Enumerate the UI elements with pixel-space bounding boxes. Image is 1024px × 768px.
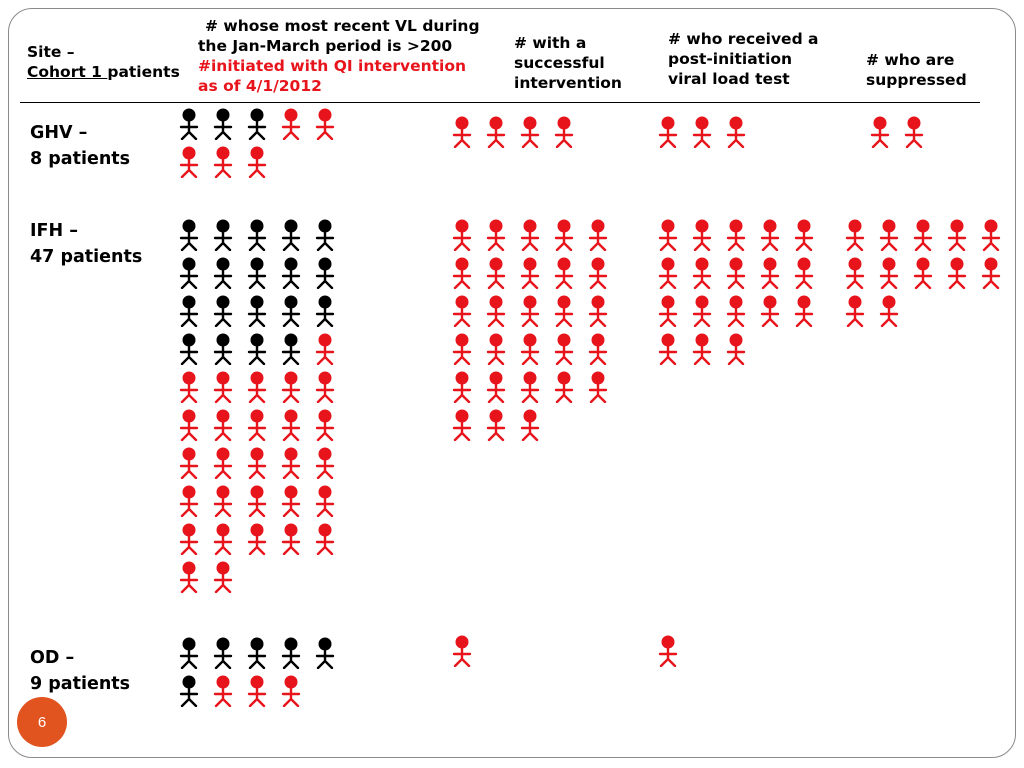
patient-intervened-icon: [451, 219, 473, 251]
patient-intervened-icon: [553, 371, 575, 403]
patient-intervened-icon: [451, 333, 473, 365]
patient-intervened-icon: [451, 295, 473, 327]
header-post-initiation-vl: [668, 29, 819, 89]
patient-intervened-icon: [246, 675, 268, 707]
patient-not-intervened-icon: [178, 219, 200, 251]
patient-intervened-icon: [519, 116, 541, 148]
patient-intervened-icon: [485, 257, 507, 289]
patient-intervened-icon: [485, 333, 507, 365]
header-high-vl-line2: the Jan-March period is >200: [198, 37, 453, 55]
patient-not-intervened-icon: [280, 333, 302, 365]
patient-intervened-icon: [280, 409, 302, 441]
site-patient-count: 47 patients: [30, 247, 143, 267]
patient-not-intervened-icon: [178, 333, 200, 365]
patient-intervened-icon: [844, 219, 866, 251]
patient-not-intervened-icon: [212, 333, 234, 365]
patient-intervened-icon: [485, 371, 507, 403]
patient-intervened-icon: [519, 295, 541, 327]
patient-not-intervened-icon: [178, 257, 200, 289]
patient-intervened-icon: [178, 561, 200, 593]
patient-intervened-icon: [314, 485, 336, 517]
patient-intervened-icon: [878, 295, 900, 327]
patient-intervened-icon: [869, 116, 891, 148]
patient-not-intervened-icon: [212, 257, 234, 289]
patient-not-intervened-icon: [246, 257, 268, 289]
patient-not-intervened-icon: [314, 637, 336, 669]
patient-intervened-icon: [485, 219, 507, 251]
patient-intervened-icon: [178, 523, 200, 555]
patient-intervened-icon: [587, 257, 609, 289]
slide-frame: [8, 8, 1016, 758]
patient-intervened-icon: [246, 409, 268, 441]
patient-intervened-icon: [246, 146, 268, 178]
patient-intervened-icon: [759, 219, 781, 251]
patient-not-intervened-icon: [212, 637, 234, 669]
patient-not-intervened-icon: [246, 219, 268, 251]
patient-intervened-icon: [587, 295, 609, 327]
patient-not-intervened-icon: [246, 333, 268, 365]
patient-intervened-icon: [691, 219, 713, 251]
patient-not-intervened-icon: [280, 295, 302, 327]
patient-intervened-icon: [485, 295, 507, 327]
patient-intervened-icon: [314, 409, 336, 441]
patient-intervened-icon: [280, 523, 302, 555]
patient-intervened-icon: [451, 257, 473, 289]
header-successful-line2: successful: [514, 54, 605, 72]
patient-intervened-icon: [946, 219, 968, 251]
patient-not-intervened-icon: [212, 108, 234, 140]
site-label-ifh: [30, 218, 142, 270]
patient-intervened-icon: [793, 257, 815, 289]
patient-intervened-icon: [553, 333, 575, 365]
patient-intervened-icon: [212, 371, 234, 403]
patient-intervened-icon: [725, 295, 747, 327]
site-label-ghv: [30, 120, 130, 172]
patient-intervened-icon: [553, 295, 575, 327]
header-successful-line3: intervention: [514, 74, 622, 92]
patient-intervened-icon: [903, 116, 925, 148]
patient-intervened-icon: [451, 371, 473, 403]
patient-intervened-icon: [451, 409, 473, 441]
patient-intervened-icon: [980, 219, 1002, 251]
patient-intervened-icon: [519, 257, 541, 289]
header-site-cohort: [27, 42, 180, 82]
patient-intervened-icon: [553, 219, 575, 251]
header-suppressed-line1: # who are: [866, 51, 955, 69]
patient-intervened-icon: [280, 485, 302, 517]
patient-intervened-icon: [246, 447, 268, 479]
patient-not-intervened-icon: [246, 637, 268, 669]
patient-not-intervened-icon: [314, 257, 336, 289]
patient-intervened-icon: [519, 219, 541, 251]
header-cohort-rest: patients: [107, 63, 180, 81]
header-successful-line1: # with a: [514, 34, 587, 52]
patient-not-intervened-icon: [314, 219, 336, 251]
patient-intervened-icon: [246, 485, 268, 517]
header-high-vl-line1: # whose most recent VL during: [205, 17, 480, 35]
site-patient-count: 8 patients: [30, 149, 131, 169]
header-post-vl-line3: viral load test: [668, 70, 790, 88]
slide-number: 6: [37, 713, 47, 731]
site-name: OD –: [30, 648, 75, 668]
patient-intervened-icon: [212, 447, 234, 479]
patient-intervened-icon: [657, 219, 679, 251]
patient-intervened-icon: [912, 219, 934, 251]
patient-intervened-icon: [587, 219, 609, 251]
patient-intervened-icon: [212, 146, 234, 178]
header-successful-intervention: [514, 33, 622, 93]
patient-intervened-icon: [178, 146, 200, 178]
patient-not-intervened-icon: [178, 675, 200, 707]
patient-intervened-icon: [657, 257, 679, 289]
patient-intervened-icon: [178, 409, 200, 441]
patient-intervened-icon: [725, 257, 747, 289]
patient-intervened-icon: [212, 675, 234, 707]
header-post-vl-line1: # who received a: [668, 30, 819, 48]
patient-intervened-icon: [178, 371, 200, 403]
patient-not-intervened-icon: [178, 108, 200, 140]
patient-intervened-icon: [691, 116, 713, 148]
patient-intervened-icon: [212, 561, 234, 593]
patient-intervened-icon: [759, 295, 781, 327]
patient-intervened-icon: [519, 371, 541, 403]
header-cohort-underlined: Cohort 1: [27, 63, 108, 81]
patient-intervened-icon: [280, 108, 302, 140]
patient-intervened-icon: [725, 116, 747, 148]
header-suppressed: [866, 50, 967, 90]
patient-intervened-icon: [725, 219, 747, 251]
patient-intervened-icon: [178, 447, 200, 479]
patient-intervened-icon: [212, 523, 234, 555]
patient-intervened-icon: [451, 116, 473, 148]
patient-not-intervened-icon: [178, 295, 200, 327]
patient-intervened-icon: [519, 409, 541, 441]
header-divider: [20, 102, 980, 103]
patient-intervened-icon: [178, 485, 200, 517]
patient-not-intervened-icon: [280, 257, 302, 289]
patient-not-intervened-icon: [212, 219, 234, 251]
header-high-vl: [198, 16, 480, 96]
patient-intervened-icon: [553, 257, 575, 289]
patient-intervened-icon: [314, 371, 336, 403]
patient-intervened-icon: [451, 635, 473, 667]
patient-not-intervened-icon: [314, 295, 336, 327]
patient-intervened-icon: [657, 333, 679, 365]
patient-intervened-icon: [519, 333, 541, 365]
patient-intervened-icon: [691, 295, 713, 327]
site-patient-count: 9 patients: [30, 674, 131, 694]
patient-intervened-icon: [691, 257, 713, 289]
patient-not-intervened-icon: [178, 637, 200, 669]
header-post-vl-line2: post-initiation: [668, 50, 793, 68]
patient-intervened-icon: [878, 219, 900, 251]
patient-intervened-icon: [212, 409, 234, 441]
patient-intervened-icon: [485, 116, 507, 148]
patient-intervened-icon: [587, 333, 609, 365]
patient-intervened-icon: [314, 447, 336, 479]
patient-intervened-icon: [844, 257, 866, 289]
patient-intervened-icon: [280, 371, 302, 403]
site-name: IFH –: [30, 221, 78, 241]
patient-intervened-icon: [212, 485, 234, 517]
patient-intervened-icon: [844, 295, 866, 327]
patient-not-intervened-icon: [212, 295, 234, 327]
patient-not-intervened-icon: [246, 108, 268, 140]
header-high-vl-red-line1: #initiated with QI intervention: [198, 57, 467, 75]
patient-intervened-icon: [314, 523, 336, 555]
patient-intervened-icon: [980, 257, 1002, 289]
patient-intervened-icon: [912, 257, 934, 289]
patient-intervened-icon: [485, 409, 507, 441]
site-label-od: [30, 645, 130, 697]
patient-intervened-icon: [725, 333, 747, 365]
patient-intervened-icon: [657, 635, 679, 667]
site-name: GHV –: [30, 123, 88, 143]
patient-intervened-icon: [691, 333, 713, 365]
patient-not-intervened-icon: [246, 295, 268, 327]
header-high-vl-red-line2: as of 4/1/2012: [198, 77, 322, 95]
patient-not-intervened-icon: [280, 637, 302, 669]
patient-intervened-icon: [553, 116, 575, 148]
patient-not-intervened-icon: [280, 219, 302, 251]
patient-intervened-icon: [793, 295, 815, 327]
patient-intervened-icon: [246, 523, 268, 555]
patient-intervened-icon: [946, 257, 968, 289]
patient-intervened-icon: [314, 108, 336, 140]
patient-intervened-icon: [246, 371, 268, 403]
patient-intervened-icon: [280, 447, 302, 479]
patient-intervened-icon: [587, 371, 609, 403]
patient-intervened-icon: [793, 219, 815, 251]
slide-number-badge: [17, 697, 67, 747]
header-site-label: Site –: [27, 43, 75, 61]
patient-intervened-icon: [280, 675, 302, 707]
patient-intervened-icon: [657, 116, 679, 148]
header-suppressed-line2: suppressed: [866, 71, 967, 89]
patient-intervened-icon: [314, 333, 336, 365]
patient-intervened-icon: [657, 295, 679, 327]
patient-intervened-icon: [759, 257, 781, 289]
patient-intervened-icon: [878, 257, 900, 289]
